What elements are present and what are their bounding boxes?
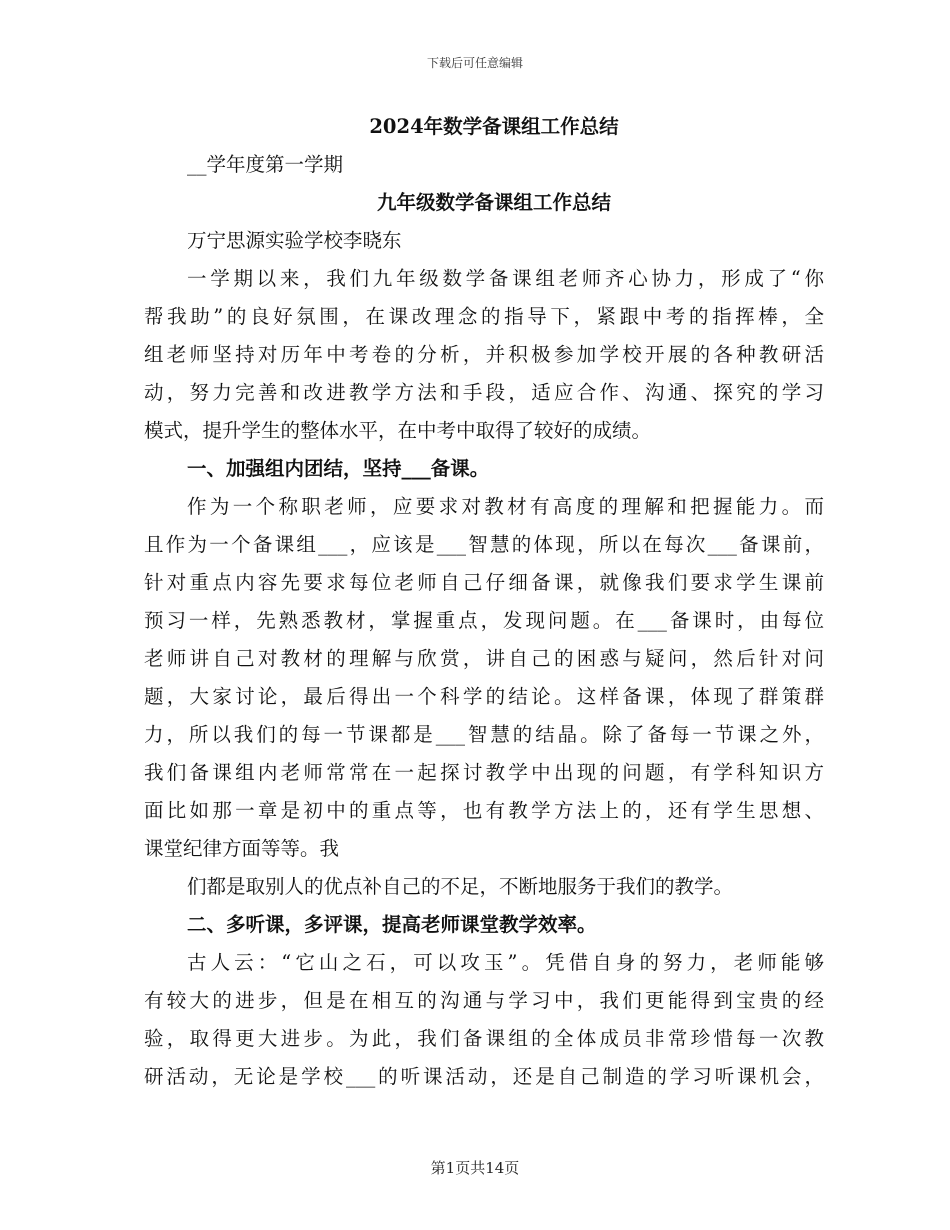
- paragraph-line: 力，所以我们的每一节课都是___智慧的结晶。除了备每一节课之外，: [144, 723, 824, 746]
- paragraph-line: 老师讲自己对教材的理解与欣赏，讲自己的困惑与疑问，然后针对问: [144, 647, 824, 670]
- document-subtitle: 九年级数学备课组工作总结: [376, 191, 611, 214]
- section-heading: 一、加强组内团结，坚持___备课。: [187, 457, 490, 480]
- header-note: 下载后可任意编辑: [426, 56, 523, 70]
- section2-paragraph: [144, 944, 824, 1096]
- paragraph-line: 有较大的进步，但是在相互的沟通与学习中，我们更能得到宝贵的经: [144, 989, 824, 1012]
- page-number-footer: 第1页共14页: [430, 1159, 520, 1177]
- document-title: 2024年数学备课组工作总结: [369, 115, 619, 138]
- paragraph-line: 面比如那一章是初中的重点等，也有教学方法上的，还有学生思想、: [144, 799, 824, 822]
- section1-paragraph: [144, 488, 824, 906]
- paragraph-line: 且作为一个备课组___，应该是___智慧的体现，所以在每次___备课前，: [144, 533, 824, 556]
- paragraph-line: 组老师坚持对历年中考卷的分析，并积极参加学校开展的各种教研活: [144, 343, 824, 366]
- paragraph-line: 们都是取别人的优点补自己的不足，不断地服务于我们的教学。: [187, 875, 734, 898]
- paragraph-line: 动，努力完善和改进教学方法和手段，适应合作、沟通、探究的学习: [144, 381, 824, 404]
- paragraph-line: 古人云：“它山之石，可以攻玉”。凭借自身的努力，老师能够: [187, 951, 824, 974]
- semester-line: __学年度第一学期: [187, 153, 344, 176]
- paragraph-line: 一学期以来，我们九年级数学备课组老师齐心协力，形成了“你: [187, 267, 824, 290]
- paragraph-line: 针对重点内容先要求每位老师自己仔细备课，就像我们要求学生课前: [144, 571, 824, 594]
- intro-paragraph: [144, 260, 824, 450]
- author-line: 万宁思源实验学校李晓东: [187, 229, 402, 252]
- paragraph-line: 作为一个称职老师，应要求对教材有高度的理解和把握能力。而: [187, 495, 824, 518]
- paragraph-line: 模式，提升学生的整体水平，在中考中取得了较好的成绩。: [144, 419, 652, 442]
- section-heading: 二、多听课，多评课，提高老师课堂教学效率。: [187, 913, 597, 936]
- paragraph-line: 我们备课组内老师常常在一起探讨教学中出现的问题，有学科知识方: [144, 761, 824, 784]
- paragraph-line: 研活动，无论是学校___的听课活动，还是自己制造的学习听课机会，: [144, 1065, 824, 1088]
- document-body: [144, 108, 824, 1096]
- paragraph-line: 课堂纪律方面等等。我: [144, 837, 340, 860]
- paragraph-line: 题，大家讨论，最后得出一个科学的结论。这样备课，体现了群策群: [144, 685, 824, 708]
- paragraph-line: 验，取得更大进步。为此，我们备课组的全体成员非常珍惜每一次教: [144, 1027, 824, 1050]
- paragraph-line: 帮我助”的良好氛围，在课改理念的指导下，紧跟中考的指挥棒，全: [144, 305, 824, 328]
- paragraph-line: 预习一样，先熟悉教材，掌握重点，发现问题。在___备课时，由每位: [144, 609, 824, 632]
